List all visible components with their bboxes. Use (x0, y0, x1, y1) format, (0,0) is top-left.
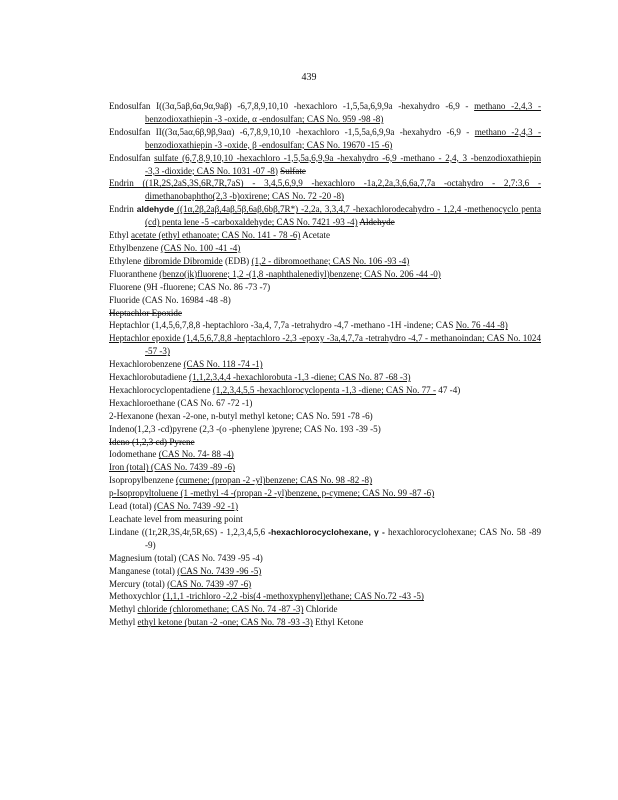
list-item (109, 500, 541, 513)
page-number: 439 (301, 72, 317, 83)
entry-text: -hexachlorocyclohexane, γ - (268, 526, 385, 537)
entry-text: (CAS No. 7439 -96 -5) (177, 565, 262, 576)
entry-text: Hexachlorocyclopentadiene (109, 384, 213, 395)
entry-text: Isopropylbenzene (109, 475, 176, 486)
entry-text: ((1α,2β,2aβ,4aβ,5β,6aβ,6bβ,7R*) -2,2a, 3,3,4,7 -hexachlorodecahydro - 1,2,4 -methenocyclo penta (cd) penta lene -5 -carboxaldehyde; CAS No. 7421 -93 -4) (145, 204, 541, 228)
entry-text: (CAS No. 7439 -97 -6) (167, 578, 252, 589)
entry-text: Ethyl Ketone (312, 617, 364, 628)
entry-text: Magnesium (total) (CAS No. 7439 -95 -4) (109, 552, 263, 563)
entry-text: Iodomethane (109, 449, 159, 460)
entry-text: Hexachlorobutadiene (109, 372, 190, 383)
list-item (109, 358, 541, 371)
list-item (109, 268, 541, 281)
entry-text: (CAS No. 100 -41 -4) (160, 242, 241, 253)
list-item (109, 552, 541, 565)
entry-text: methano -2,4,3 -benzodioxathiepin -3 -oxide, α -endosulfan; CAS No. 959 -98 -8) (145, 101, 542, 124)
entry-text: Methyl (109, 617, 138, 628)
list-item (109, 152, 541, 178)
entry-text: (1,1,1 -trichloro -2,2 -bis(4 -methoxyphenyl)ethane; CAS No.72 -43 -5) (162, 591, 424, 602)
list-item (109, 255, 541, 268)
entry-text: (cumene; (propan -2 -yl)benzene; CAS No. 98 -82 -8) (175, 475, 373, 486)
chemical-list (109, 100, 541, 629)
entry-text: (1,1,2,3,4,4 -hexachlorobuta -1,3 -diene; CAS No. 87 -68 -3) (189, 372, 411, 383)
list-item (109, 281, 541, 294)
entry-text: Aldehyde (359, 217, 395, 228)
entry-text: sulfate (6,7,8,9,10,10 -hexachloro -1,5,5a,6,9,9a -hexahydro -6,9 -methano - 2,4, 3 -benzodioxathiepin -3,3 -dioxide; CAS No. 1031 -07 -8) (145, 152, 541, 176)
list-item (109, 242, 541, 255)
entry-text: Ideno (1,2,3 cd) Pyrene (109, 436, 195, 447)
entry-text: Indeno(1,2,3 -cd)pyrene (2,3 -(o -phenylene )pyrene; CAS No. 193 -39 -5) (109, 423, 381, 434)
entry-text: Sulfate (280, 165, 306, 176)
entry-text: Endosulfan I((3α,5aβ,6α,9α,9aβ) -6,7,8,9,10,10 -hexachloro -1,5,5a,6,9,9a -hexahydro -6,9 - (109, 101, 475, 111)
entry-text: Endosulfan (109, 152, 155, 163)
entry-text: Iron (total) (CAS No. 7439 -89 -6) (109, 462, 236, 473)
list-item (109, 616, 541, 629)
entry-text: (benzo(jk)fluorene; 1,2 -(1,8 -naphthalenediyl)benzene; CAS No. 206 -44 -0) (159, 268, 441, 279)
list-item (109, 307, 541, 320)
list-item (109, 448, 541, 461)
entry-text: Endrin (109, 204, 137, 215)
entry-text: Leachate level from measuring point (109, 514, 243, 524)
entry-text: Endosulfan II((3α,5aα,6β,9β,9aα) -6,7,8,9,10,10 -hexachloro -1,5,5a,6,9,9a -hexahydro -6,9 - (109, 126, 475, 137)
entry-text: Heptachlor epoxide (1,4,5,6,7,8,8 -heptachloro -2,3 -epoxy -3a,4,7,7a -tetrahydro -4,7 - methanoindan; CAS No. 1024 -57 -3) (109, 333, 541, 357)
entry-text: hexachlorocyclohexane; CAS No. 58 -89 -9) (145, 526, 542, 550)
entry-text: Heptachlor Epoxide (109, 307, 182, 318)
list-item (109, 203, 541, 229)
entry-text: Heptachlor (1,4,5,6,7,8,8 -heptachloro -3a,4, 7,7a -tetrahydro -4,7 -methano -1H -indene; CAS (109, 320, 456, 331)
entry-text: Ethylene (109, 255, 144, 266)
entry-text: No. 76 -44 -8) (455, 320, 508, 331)
entry-text: Mercury (total) (109, 578, 168, 589)
entry-text: Hexachlorobenzene (109, 359, 184, 370)
list-item (109, 294, 541, 307)
list-item (109, 319, 541, 332)
list-item (109, 565, 541, 578)
entry-text: 2-Hexanone (hexan -2-one, n-butyl methyl ketone; CAS No. 591 -78 -6) (109, 410, 373, 421)
list-item (109, 578, 541, 591)
list-item (109, 126, 541, 152)
entry-text: (1,2 - dibromoethane; CAS No. 106 -93 -4) (251, 255, 410, 266)
list-item (109, 229, 541, 242)
entry-text: (CAS No. 74- 88 -4) (158, 449, 234, 460)
list-item (109, 100, 541, 126)
entry-text: Manganese (total) (109, 565, 178, 576)
entry-text: Fluoride (CAS No. 16984 -48 -8) (109, 294, 231, 305)
entry-text: Methoxychlor (109, 591, 163, 602)
list-item (109, 590, 541, 603)
list-item (109, 332, 541, 358)
entry-text: Fluorene (9H -fluorene; CAS No. 86 -73 -7) (109, 281, 271, 292)
entry-text: Lindane ((1r,2R,3S,4r,5R,6S) - 1,2,3,4,5,6 (109, 526, 269, 537)
list-item (109, 436, 541, 449)
list-item (109, 423, 541, 436)
entry-text: ethyl ketone (butan -2 -one; CAS No. 78 -93 -3) (137, 617, 313, 628)
entry-text: Ethyl (109, 230, 131, 241)
entry-text: methano -2,4,3 -benzodioxathiepin -3 -oxide, β -endosulfan; CAS No. 19670 -15 -6) (145, 126, 541, 150)
entry-text: Hexachloroethane (CAS No. 67 -72 -1) (109, 397, 253, 408)
list-item (109, 371, 541, 384)
list-item (109, 474, 541, 487)
list-item (109, 513, 541, 526)
entry-text: acetate (ethyl ethanoate; CAS No. 141 - 78 -6) (130, 230, 301, 241)
entry-text: Acetate (300, 230, 330, 241)
entry-text: Fluoranthene (109, 268, 160, 279)
entry-text: Methyl (109, 604, 138, 615)
list-item (109, 177, 541, 203)
entry-text: Chloride (303, 604, 338, 615)
list-item (109, 526, 541, 552)
list-item (109, 384, 541, 397)
list-item (109, 487, 541, 500)
entry-text: p-Isopropyltoluene (1 -methyl -4 -(propan -2 -yl)benzene, p-cymene; CAS No. 99 -87 -6) (109, 488, 435, 499)
list-item (109, 461, 541, 474)
entry-text: dibromide Dibromide (143, 255, 223, 266)
entry-text: (1,2,3,4,5,5 -hexachlorocyclopenta -1,3 -diene; CAS No. 77 - (212, 384, 437, 395)
list-item (109, 603, 541, 616)
entry-text: (CAS No. 7439 -92 -1) (153, 501, 239, 512)
entry-text: Ethylbenzene (109, 242, 161, 253)
entry-text: (EDB) (222, 255, 252, 266)
list-item (109, 410, 541, 423)
entry-text: aldehyde (136, 204, 174, 215)
entry-text: (CAS No. 118 -74 -1) (183, 359, 263, 370)
entry-text: chloride (chloromethane; CAS No. 74 -87 -3) (137, 604, 304, 615)
entry-text: 47 -4) (436, 384, 461, 395)
entry-text: Lead (total) (109, 501, 154, 512)
entry-text: Endrin ((1R,2S,2aS,3S,6R,7R,7aS) - 3,4,5,6,9,9 -hexachloro -1a,2,2a,3,6,6a,7,7a -octahydro - 2,7:3,6 -dimethanobaphtho(2,3 -b)oxirene; CAS No. 72 -20 -8) (109, 178, 541, 202)
list-item (109, 397, 541, 410)
